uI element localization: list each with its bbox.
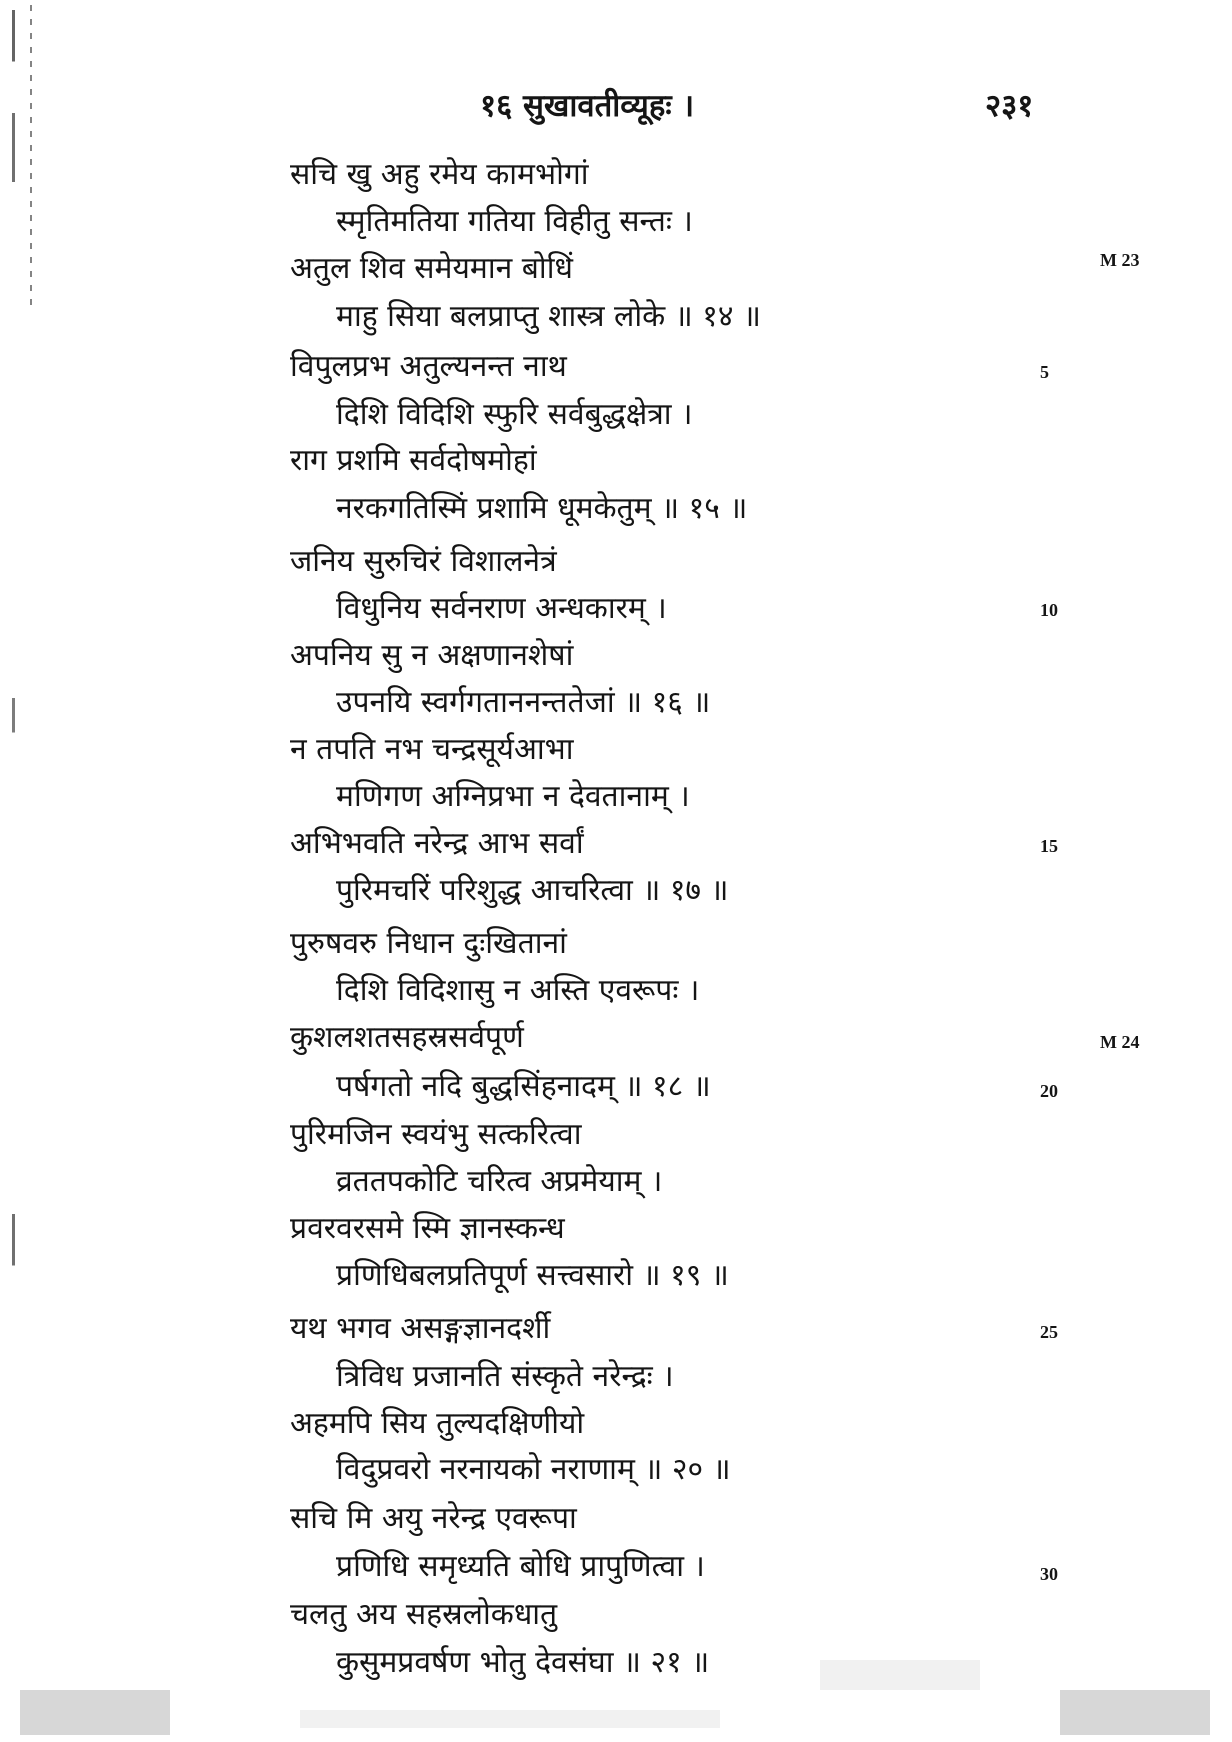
line-number: 5 xyxy=(1040,362,1049,382)
verse-line: मणिगण अग्निप्रभा न देवतानाम् । xyxy=(336,779,690,814)
verse-line: अपनिय सु न अक्षणानशेषां xyxy=(290,638,574,673)
verse-line: पर्षगतो नदि बुद्धसिंहनादम् ॥ १८ ॥ xyxy=(336,1069,711,1104)
verse-line: व्रततपकोटि चरित्व अप्रमेयाम् । xyxy=(336,1164,663,1199)
verse-line: उपनयि स्वर्गगताननन्ततेजां ॥ १६ ॥ xyxy=(336,685,711,720)
verse-line: सचि मि अयु नरेन्द्र एवरूपा xyxy=(290,1501,577,1536)
verse-line: प्रणिधिबलप्रतिपूर्ण सत्त्वसारो ॥ १९ ॥ xyxy=(336,1258,729,1293)
verse-line: कुशलशतसहस्रसर्वपूर्ण xyxy=(290,1020,524,1055)
verse-line: न तपति नभ चन्द्रसूर्यआभा xyxy=(290,732,574,767)
manuscript-reference: M 24 xyxy=(1100,1032,1140,1052)
verse-line: दिशि विदिशासु न अस्ति एवरूपः । xyxy=(336,973,700,1008)
verse-line: दिशि विदिशि स्फुरि सर्वबुद्धक्षेत्रा । xyxy=(336,397,693,432)
verse-line: माहु सिया बलप्राप्तु शास्त्र लोके ॥ १४ ॥ xyxy=(336,299,761,334)
verse-line: विपुलप्रभ अतुल्यनन्त नाथ xyxy=(290,349,567,384)
verse-line: प्रणिधि समृध्यति बोधि प्रापुणित्वा । xyxy=(336,1549,705,1584)
verse-line: राग प्रशमि सर्वदोषमोहां xyxy=(290,443,537,478)
verse-line: पुरिमजिन स्वयंभु सत्करित्वा xyxy=(290,1117,582,1152)
verse-line: पुरुषवरु निधान दुःखितानां xyxy=(290,926,567,961)
verse-line: सचि खु अहु रमेय कामभोगां xyxy=(290,157,589,192)
running-header-title: १६ सुखावतीव्यूहः । xyxy=(480,88,695,124)
verse-line: अभिभवति नरेन्द्र आभ सर्वां xyxy=(290,826,584,861)
verse-line: जनिय सुरुचिरं विशालनेत्रं xyxy=(290,544,557,579)
page-edge-shadow-inner xyxy=(30,5,32,305)
line-number: 20 xyxy=(1040,1081,1058,1101)
verse-line: पुरिमचरिं परिशुद्ध आचरित्वा ॥ १७ ॥ xyxy=(336,873,729,908)
verse-line: कुसुमप्रवर्षण भोतु देवसंघा ॥ २१ ॥ xyxy=(336,1645,710,1680)
verse-line: विधुनिय सर्वनराण अन्धकारम् । xyxy=(336,591,667,626)
scan-noise xyxy=(0,1620,1232,1742)
verse-line: चलतु अय सहस्रलोकधातु xyxy=(290,1597,558,1632)
line-number: 15 xyxy=(1040,836,1058,856)
line-number: 25 xyxy=(1040,1322,1058,1342)
verse-line: त्रिविध प्रजानति संस्कृते नरेन्द्रः । xyxy=(336,1359,674,1394)
verse-line: अहमपि सिय तुल्यदक्षिणीयो xyxy=(290,1406,585,1441)
page-number: २३१ xyxy=(985,88,1034,124)
verse-line: अतुल शिव समेयमान बोधिं xyxy=(290,251,573,286)
verse-line: प्रवरवरसमे स्मि ज्ञानस्कन्ध xyxy=(290,1211,565,1246)
line-number: 30 xyxy=(1040,1564,1058,1584)
manuscript-reference: M 23 xyxy=(1100,250,1140,270)
verse-line: यथ भगव असङ्गज्ञानदर्शी xyxy=(290,1311,551,1346)
verse-line: नरकगतिस्मिं प्रशामि धूमकेतुम् ॥ १५ ॥ xyxy=(336,491,748,526)
verse-line: स्मृतिमतिया गतिया विहीतु सन्तः । xyxy=(336,204,693,239)
page-edge-shadow xyxy=(12,10,15,1730)
line-number: 10 xyxy=(1040,600,1058,620)
verse-line: विदुप्रवरो नरनायको नराणाम् ॥ २० ॥ xyxy=(336,1452,731,1487)
